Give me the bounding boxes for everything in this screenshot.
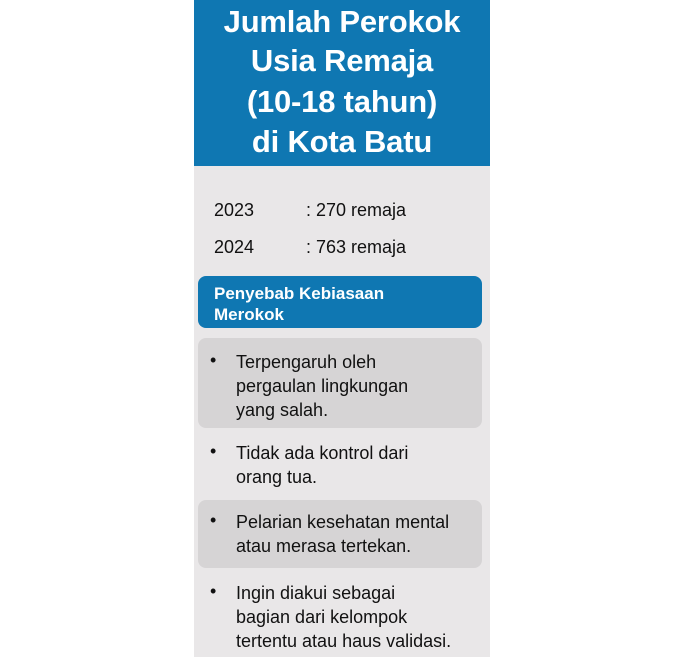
stat-value: : 763 remaja: [306, 237, 407, 257]
infographic-card: [194, 0, 490, 657]
cause-line: pergaulan lingkungan: [236, 376, 409, 396]
cause-item: [198, 500, 482, 568]
title-line-4: di Kota Batu: [251, 124, 433, 159]
stat-value: : 270 remaja: [306, 200, 407, 220]
bullet-icon: •: [210, 510, 217, 530]
bullet-icon: •: [210, 350, 217, 370]
title-line-3: (10-18 tahun): [246, 84, 438, 119]
cause-text: [236, 350, 476, 422]
cause-line: Ingin diakui sebagai: [236, 583, 396, 603]
cause-line: bagian dari kelompok: [236, 607, 408, 627]
section-heading-line-1: Penyebab Kebiasaan: [214, 284, 385, 303]
cause-line: orang tua.: [236, 467, 318, 487]
cause-text: [236, 581, 476, 653]
cause-item: [198, 572, 482, 657]
cause-text: [236, 441, 476, 489]
bullet-icon: •: [210, 441, 217, 461]
cause-line: Tidak ada kontrol dari: [236, 443, 409, 463]
title-header: [194, 0, 490, 166]
bullet-icon: •: [210, 581, 217, 601]
title-line-1: Jumlah Perokok: [223, 4, 461, 39]
cause-line: Pelarian kesehatan mental: [236, 512, 450, 532]
section-heading-line-2: Merokok: [214, 305, 284, 324]
cause-line: yang salah.: [236, 400, 329, 420]
cause-line: tertentu atau haus validasi.: [236, 631, 452, 651]
stat-year: 2024: [214, 237, 255, 257]
cause-text: [236, 510, 476, 558]
section-heading: [198, 276, 482, 328]
cause-item: [198, 432, 482, 496]
cause-line: atau merasa tertekan.: [236, 536, 412, 556]
stat-year: 2023: [214, 200, 255, 220]
title-line-2: Usia Remaja: [250, 43, 434, 78]
cause-line: Terpengaruh oleh: [236, 352, 377, 372]
section-heading-text: [214, 283, 464, 325]
cause-item: [198, 338, 482, 428]
